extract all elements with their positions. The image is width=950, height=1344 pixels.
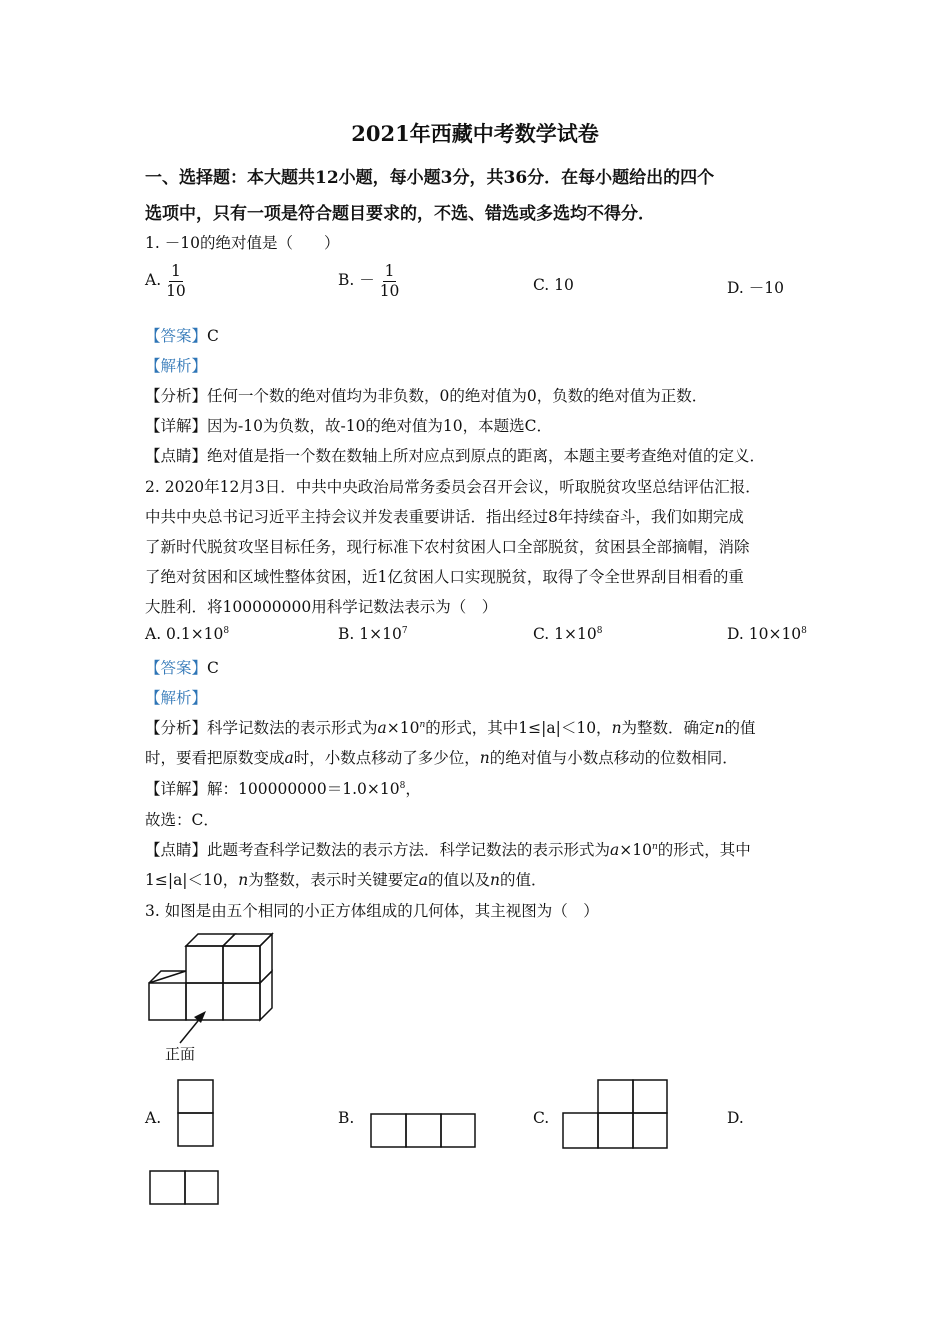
q3-option-c-view (562, 1079, 670, 1151)
q2-dianjing-tag: 【点睛】 (145, 841, 208, 859)
var-n: n (238, 871, 249, 889)
var-n: n (490, 871, 501, 889)
q1-dianjing-text: 绝对值是指一个数在数轴上所对应点到原点的距离，本题主要考查绝对值的定义． (207, 447, 766, 465)
q2-dianjing-text: 此题考查科学记数法的表示方法．科学记数法的表示形式为 (207, 841, 611, 859)
q2-option-a-text: A. 0.1×10 (145, 625, 224, 643)
cube-side (260, 934, 272, 983)
q2-stem-line-5: 大胜利．将100000000用科学记数法表示为（ ） (145, 598, 498, 616)
q2-xiangjie-end: ， (405, 780, 421, 798)
q2-dianjing-text: 为整数，表示时关键要定 (248, 871, 419, 889)
q2-dianjing-line-1 (145, 838, 751, 860)
q2-answer-tag: 【答案】 (145, 659, 208, 677)
front-label: 正面 (165, 1045, 196, 1063)
q2-dianjing-text: 的形式，其中 (657, 841, 751, 859)
var-a: a (610, 841, 620, 859)
q3-option-a-view (177, 1079, 215, 1149)
q2-fenxi-text: 科学记数法的表示形式为 (207, 719, 378, 737)
q1-dianjing-tag: 【点睛】 (145, 447, 208, 465)
q1-answer-value: C (207, 327, 219, 345)
section-heading-line-1: 一、选择题：本大题共12小题，每小题3分，共36分．在每小题给出的四个 (145, 168, 715, 188)
q1-xiangjie-tag: 【详解】 (145, 417, 208, 435)
q1-option-a-numerator: 1 (170, 262, 181, 280)
q2-option-a-exponent: 8 (223, 625, 230, 636)
q3-option-b-label: B. (338, 1109, 355, 1127)
q1-option-d: D. －10 (727, 279, 784, 297)
q2-option-b-exponent: 7 (401, 625, 408, 636)
q1-xiangjie-text: 因为-10为负数，故-10的绝对值为10，本题选C． (207, 417, 553, 435)
q2-fenxi-text: 的值 (724, 719, 756, 737)
q2-option-b-text: B. 1×10 (338, 625, 402, 643)
cube-top (186, 934, 235, 946)
cube-top (223, 934, 272, 946)
q2-fenxi-line-2 (145, 746, 738, 768)
q1-fenxi (145, 384, 707, 406)
var-n-exponent: n (652, 841, 658, 852)
q2-option-d-text: D. 10×10 (727, 625, 802, 643)
cube-face (186, 946, 223, 983)
q2-guxuan: 故选：C． (145, 811, 219, 829)
page-title: 2021年西藏中考数学试卷 (351, 121, 599, 146)
q2-dianjing-line-2 (145, 868, 547, 890)
arrow-head (194, 1011, 206, 1023)
var-n: n (479, 749, 490, 767)
q2-answer-value: C (207, 659, 219, 677)
q2-dianjing-text: ×10 (619, 841, 652, 859)
q1-analysis-tag: 【解析】 (145, 357, 208, 375)
q1-answer (145, 324, 219, 346)
q2-analysis-tag: 【解析】 (145, 689, 208, 707)
q2-stem-line-4: 了绝对贫困和区域性整体贫困，近1亿贫困人口实现脱贫，取得了令全世界刮目相看的重 (145, 568, 744, 586)
var-a: a (284, 749, 294, 767)
q1-option-b-fraction (380, 262, 400, 300)
q2-dianjing-text: 1≤|a|＜10， (145, 871, 239, 889)
q2-xiangjie-tag: 【详解】 (145, 780, 208, 798)
q2-fenxi-text: ×10 (386, 719, 420, 737)
q2-option-d-exponent: 8 (801, 625, 807, 636)
q3-option-d-view (149, 1170, 221, 1207)
cube-face (223, 946, 260, 983)
q2-option-d (727, 625, 807, 643)
q2-fenxi-tag: 【分析】 (145, 719, 208, 737)
q1-answer-tag: 【答案】 (145, 327, 208, 345)
q3-option-c-label: C. (533, 1109, 550, 1127)
cube-face (223, 983, 260, 1020)
q1-option-a-fraction (166, 262, 186, 300)
q2-stem-line-2: 中共中央总书记习近平主持会议并发表重要讲话．指出经过8年持续奋斗，我们如期完成 (145, 508, 744, 526)
q1-option-a-label: A. (145, 271, 162, 290)
q3-cube-figure (140, 925, 285, 1070)
q2-fenxi-text: 时，小数点移动了多少位， (293, 749, 480, 767)
q2-xiangjie-text: 解：100000000＝1.0×10 (207, 780, 400, 798)
q1-option-a-denominator: 10 (166, 281, 186, 300)
q1-option-b-denominator: 10 (379, 281, 400, 300)
q2-fenxi-text: 时，要看把原数变成 (145, 749, 285, 767)
var-a: a (377, 719, 387, 737)
q1-fenxi-text: 任何一个数的绝对值均为非负数，0的绝对值为0，负数的绝对值为正数． (207, 387, 708, 405)
q1-option-a (145, 262, 186, 300)
q2-dianjing-text: 的值以及 (428, 871, 491, 889)
q1-option-b-label: B. － (338, 271, 375, 290)
q3-option-a-label: A. (145, 1109, 162, 1127)
q2-fenxi-text: 为整数．确定 (621, 719, 715, 737)
cube-face (149, 983, 186, 1020)
q1-option-c: C. 10 (533, 276, 574, 294)
q2-xiangjie (145, 777, 421, 799)
q1-option-b-numerator: 1 (384, 262, 395, 280)
q1-dianjing (145, 444, 765, 466)
var-n: n (714, 719, 725, 737)
var-n-exponent: n (419, 719, 426, 730)
var-n: n (611, 719, 622, 737)
q1-xiangjie (145, 414, 552, 436)
q1-fenxi-tag: 【分析】 (145, 387, 208, 405)
q1-option-b (338, 262, 399, 300)
q3-option-b-view (370, 1113, 478, 1150)
q2-option-c (533, 625, 602, 643)
cube-top (149, 971, 186, 983)
section-heading-line-2: 选项中，只有一项是符合题目要求的，不选、错选或多选均不得分． (145, 204, 655, 224)
q2-fenxi-text: 的绝对值与小数点移动的位数相同． (489, 749, 738, 767)
q2-xiangjie-exponent: 8 (399, 780, 406, 791)
q2-fenxi-line-1 (145, 716, 756, 738)
q2-fenxi-text: 的形式，其中1≤|a|＜10， (425, 719, 612, 737)
q2-stem-line-3: 了新时代脱贫攻坚目标任务，现行标准下农村贫困人口全部脱贫，贫困县全部摘帽，消除 (145, 538, 750, 556)
q3-stem: 3. 如图是由五个相同的小正方体组成的几何体，其主视图为（ ） (145, 902, 599, 920)
q2-option-b (338, 625, 408, 643)
q2-option-a (145, 625, 229, 643)
q2-dianjing-text: 的值． (500, 871, 547, 889)
q2-stem-line-1: 2. 2020年12月3日．中共中央政治局常务委员会召开会议，听取脱贫攻坚总结评估汇报． (145, 478, 761, 496)
q3-option-d-label: D. (727, 1109, 744, 1127)
q2-option-c-text: C. 1×10 (533, 625, 597, 643)
q2-answer (145, 656, 219, 678)
cube-side (260, 971, 272, 1020)
var-a: a (418, 871, 429, 889)
q2-option-c-exponent: 8 (596, 625, 603, 636)
q1-stem: 1. －10的绝对值是（ ） (145, 234, 340, 252)
